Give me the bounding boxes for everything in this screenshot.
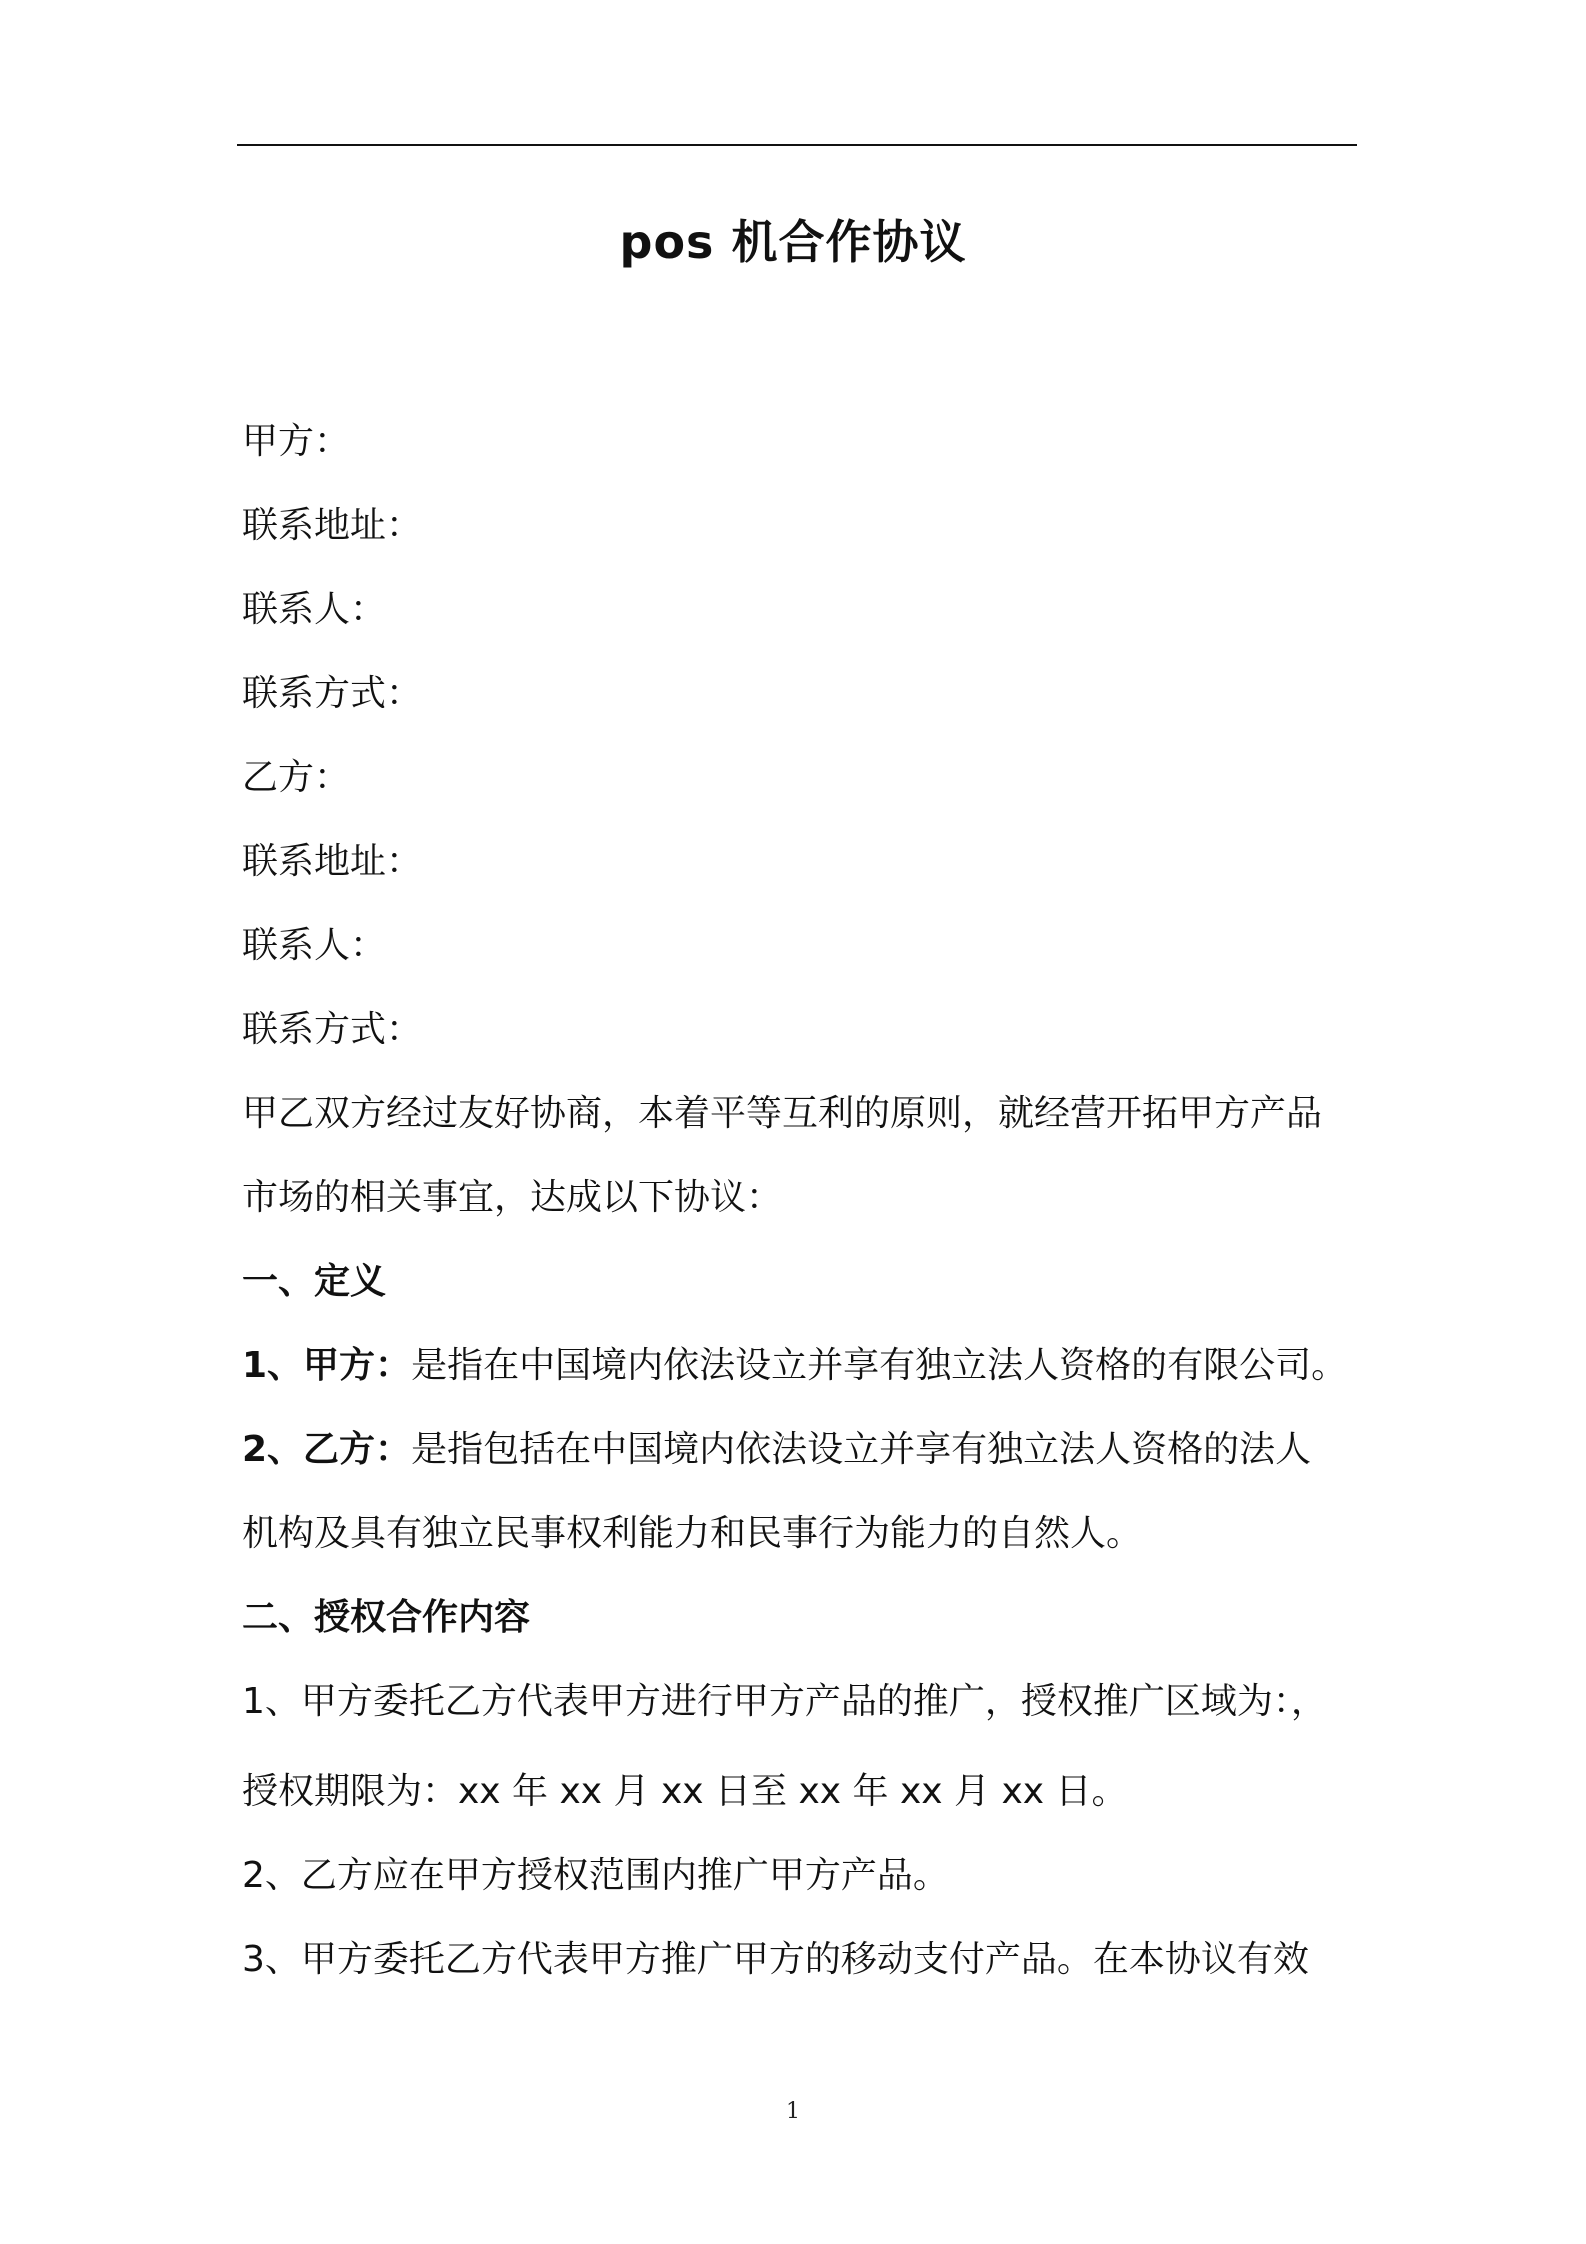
document-title: pos 机合作协议	[619, 215, 967, 269]
party-b-phone-label: 联系方式：	[242, 1009, 423, 1050]
document-body	[242, 400, 1362, 2002]
authorization-item-2: 2、乙方应在甲方授权范围内推广甲方产品。	[242, 1855, 949, 1896]
party-b-contact-label: 联系人：	[242, 925, 387, 966]
party-b-name-label: 乙方：	[242, 757, 351, 798]
party-a-address-label: 联系地址：	[242, 505, 423, 546]
definition-item-2-term: 2、乙方：	[242, 1429, 412, 1470]
section-2-heading: 二、授权合作内容	[242, 1597, 531, 1638]
definition-item-1-term: 1、甲方：	[242, 1345, 412, 1386]
definition-item-1	[242, 1324, 1362, 1408]
header-rule	[237, 144, 1357, 146]
definition-item-2-text: 是指包括在中国境内依法设立并享有独立法人资格的法人	[411, 1429, 1312, 1470]
definition-item-2-continuation: 机构及具有独立民事权利能力和民事行为能力的自然人。	[242, 1513, 1143, 1554]
party-a-contact-label: 联系人：	[242, 589, 387, 630]
authorization-item-1: 1、甲方委托乙方代表甲方进行甲方产品的推广，授权推广区域为：，	[242, 1681, 1327, 1722]
party-b-address-label: 联系地址：	[242, 841, 423, 882]
preamble-line-1: 甲乙双方经过友好协商，本着平等互利的原则，就经营开拓甲方产品	[242, 1093, 1323, 1134]
party-a-phone-label: 联系方式：	[242, 673, 423, 714]
authorization-item-1-continuation: 授权期限为：xx 年 xx 月 xx 日至 xx 年 xx 月 xx 日。	[242, 1771, 1128, 1812]
party-a-name-label: 甲方：	[242, 421, 351, 462]
page-number: 1	[786, 2099, 800, 2124]
definition-item-1-text: 是指在中国境内依法设立并享有独立法人资格的有限公司。	[411, 1345, 1348, 1386]
definition-item-2	[242, 1408, 1362, 1492]
authorization-item-3: 3、甲方委托乙方代表甲方推广甲方的移动支付产品。在本协议有效	[242, 1939, 1309, 1980]
preamble-line-2: 市场的相关事宜，达成以下协议：	[242, 1177, 783, 1218]
section-1-heading: 一、定义	[242, 1261, 387, 1302]
